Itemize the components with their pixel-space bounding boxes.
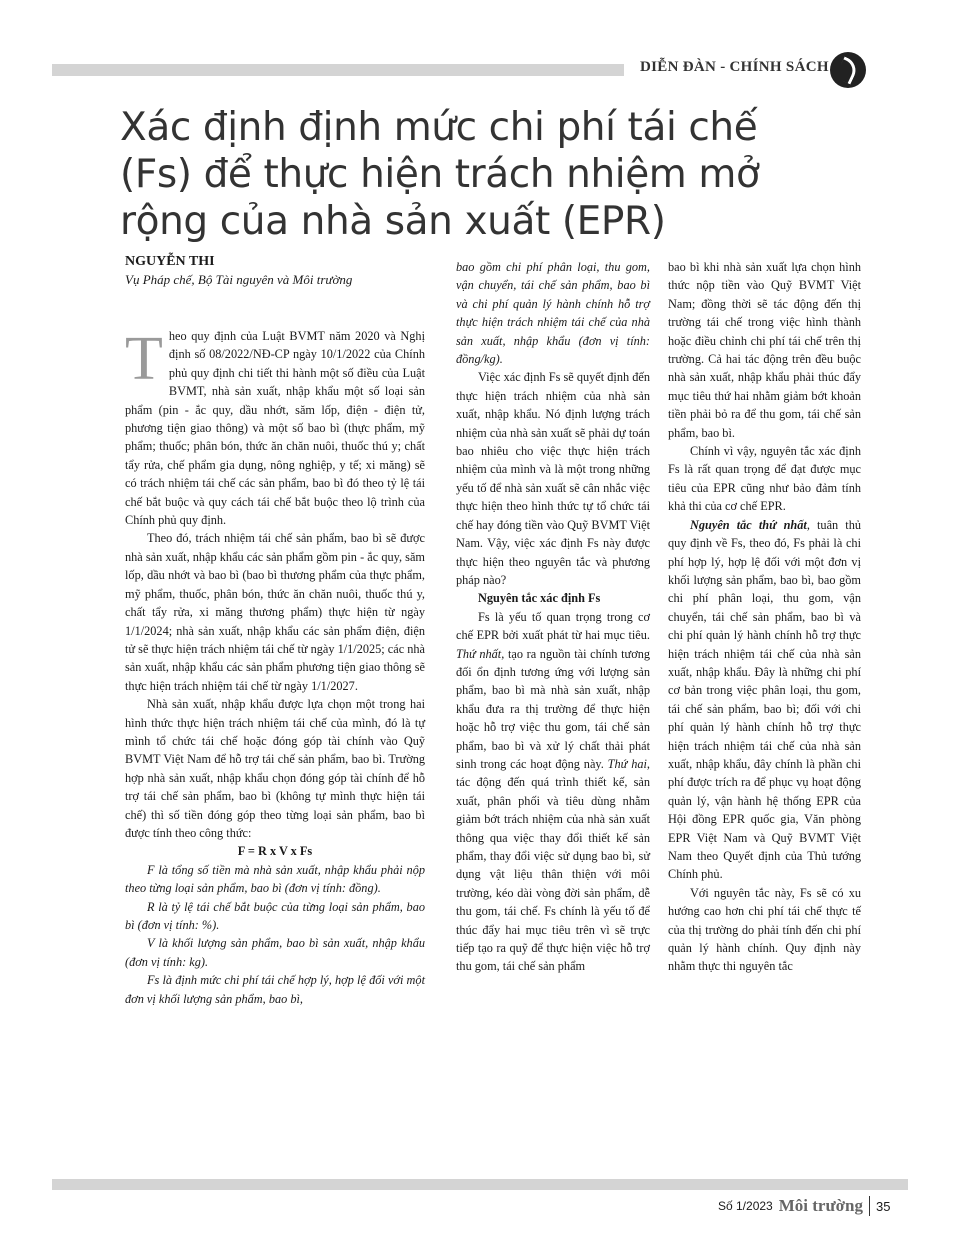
article-title: Xác định định mức chi phí tái chế (Fs) để thực hiện trách nhiệm mở rộng của nhà sản xuất (EPR) <box>120 105 760 244</box>
drop-cap: T <box>125 325 163 393</box>
definition-r: R là tỷ lệ tái chế bắt buộc của từng loại sản phẩm, bao bì (đơn vị tính: %). <box>125 899 425 932</box>
paragraph: Nguyên tắc thứ nhất, tuân thủ quy định về Fs, theo đó, Fs phải là chi phí hợp lý, hợp lệ đối với một đơn vị khối lượng sản phẩm, bao bì, bao gồm chi phí phân loại, thu gom, vận chuyển, tái chế sản phẩm, bao bì và chi phí quản lý hành chính hỗ trợ thực hiện trách nhiệm tái chế của nhà sản xuất, nhập khẩu. Đây là những chi phí cơ bản trong việc phân loại, thu gom, tái chế sản phẩm, bao bì; đối với chi phí quản lý hành chính hỗ trợ thực hiện trách nhiệm tái chế của nhà sản xuất, nhập khẩu, đây chính là phần chi phí được trích ra để phục vụ hoạt động quản lý, vận hành hệ thống EPR của Hội đồng EPR quốc gia, Văn phòng EPR Việt Nam và Quỹ BVMT Việt Nam theo Quyết định của Thủ tướng Chính phủ. <box>668 517 861 882</box>
footer-divider <box>869 1196 870 1216</box>
paragraph: Chính vì vậy, nguyên tắc xác định Fs là rất quan trọng để đạt được mục tiêu của EPR cũng như bảo đảm tính khả thi của cơ chế EPR. <box>668 444 861 514</box>
definition-v: V là khối lượng sản phẩm, bao bì sản xuất, nhập khẩu (đơn vị tính: kg). <box>125 936 425 969</box>
paragraph: Việc xác định Fs sẽ quyết định đến thực hiện trách nhiệm của nhà sản xuất, nhập khẩu. Nó định lượng trách nhiệm của nhà sản xuất sẽ phải dự toán bao nhiêu cho việc thực hiện trách nhiệm của mình và là một trong những yếu tố để nhà sản xuất sẽ cân nhắc việc thực hiện theo hình thức tự tổ chức tái chế hay đóng tiền vào Quỹ BVMT Việt Nam. Vậy, việc xác định Fs này được thực hiện theo nguyên tắc và phương pháp nào? <box>456 370 650 587</box>
author-affiliation: Vụ Pháp chế, Bộ Tài nguyên và Môi trường <box>125 272 353 287</box>
definition-fs: Fs là định mức chi phí tái chế hợp lý, hợp lệ đối với một đơn vị khối lượng sản phẩm, bao bì, <box>125 973 425 1006</box>
header-rule <box>52 64 624 76</box>
definition-f: F là tổng số tiền mà nhà sản xuất, nhập khẩu phải nộp theo từng loại sản phẩm, bao bì (đơn vị tính: đồng). <box>125 862 425 896</box>
column-1 <box>125 327 425 1008</box>
magazine-name: Môi trường <box>778 1196 864 1215</box>
paragraph: Với nguyên tắc này, Fs sẽ có xu hướng cao hơn chi phí tái chế thực tế của thị trường do phải tính đến chi phí quản lý hành chính. Quy định này nhằm thực thi nguyên tắc <box>668 885 861 974</box>
footer-rule <box>52 1179 908 1190</box>
author-name: NGUYỄN THI <box>125 254 215 269</box>
paragraph: Theo đó, trách nhiệm tái chế sản phẩm, bao bì sẽ được nhà sản xuất, nhập khẩu các sản phẩm gồm pin - ắc quy, săm lốp, dầu nhớt và bao bì (bao bì thương phẩm của thực phẩm, mỹ phẩm, thuốc, phân bón, thức ăn chăn nuôi, thuốc thú y, chất tẩy rửa, xi măng thương phẩm) thực hiện từ ngày 1/1/2024; nhà sản xuất, nhập khẩu các sản phẩm điện, điện tử sẽ thực hiện trách nhiệm tái chế từ ngày 1/1/2025; các nhà sản xuất, nhập khẩu các sản phẩm phương tiện giao thông sẽ thực hiện trách nhiệm tái chế từ ngày 1/1/2027. <box>125 531 425 693</box>
section-heading: Nguyên tắc xác định Fs <box>478 591 601 606</box>
formula: F = R x V x Fs <box>237 844 313 859</box>
paragraph: Nhà sản xuất, nhập khẩu được lựa chọn một trong hai hình thức thực hiện trách nhiệm tái chế của mình, đó là tự mình tổ chức tái chế hoặc đóng góp tài chính vào Quỹ BVMT Việt Nam để hỗ trợ tái chế sản phẩm, bao bì. Trường hợp nhà sản xuất, nhập khẩu chọn đóng góp tài chính để hỗ trợ tái chế sản phẩm, bao bì (không tự mình thực hiện tái chế) thì số tiền đóng góp theo từng loại sản phẩm, bao bì được tính theo công thức: <box>125 697 425 840</box>
paragraph: Fs là yếu tố quan trọng trong cơ chế EPR bởi xuất phát từ hai mục tiêu. Thứ nhất, tạo ra nguồn tài chính tương đối ổn định tương ứng với lượng sản phẩm, bao bì mà nhà sản xuất, nhập khẩu đưa ra thị trường để thực hiện hoặc hỗ trợ việc thu gom, tái chế sản phẩm, bao bì và xử lý chất thải phát sinh trong các hoạt động này. Thứ hai, tác động đến quá trình thiết kế, sản xuất, phân phối và tiêu dùng nhằm giảm bớt trách nhiệm của nhà sản xuất thông qua việc thay đổi thiết kế sản phẩm, thay đổi việc sử dụng bao bì, sử dụng vật liệu thân thiện với môi trường, kéo dài vòng đời sản phẩm, dễ thu gom, tái chế. Fs chính là yếu tố để thúc đẩy hai mục tiêu trên vì sẽ trực tiếp tạo ra quỹ để thực hiện việc hỗ trợ thu gom, tái chế sản phẩm <box>456 609 650 974</box>
page-number: 35 <box>876 1198 891 1214</box>
column-2 <box>456 258 650 976</box>
definition-fs-cont: bao gồm chi phí phân loại, thu gom, vận chuyển, tái chế sản phẩm, bao bì và chi phí quản lý hành chính hỗ trợ thực hiện trách nhiệm tái chế của nhà sản xuất, nhập khẩu (đơn vị tính: đồng/kg). <box>456 260 650 367</box>
column-3 <box>668 258 861 976</box>
issue-number: Số 1/2023 <box>718 1199 773 1213</box>
intro-paragraph: Theo quy định của Luật BVMT năm 2020 và Nghị định số 08/2022/NĐ-CP ngày 10/1/2022 của Chính phủ quy định chi tiết thi hành một số điều của Luật BVMT, nhà sản xuất, nhập khẩu một số loại sản phẩm (pin - ắc quy, dầu nhớt, săm lốp, điện - điện tử, phương tiện giao thông) và một số bao bì (thực phẩm, mỹ phẩm; thuốc; phân bón, thức ăn chăn nuôi, thuốc thú y; chất tẩy rửa, chế phẩm gia dụng, nông nghiệp, y tế; xi măng) sẽ có trách nhiệm tái chế các sản phẩm, bao bì đó theo tỷ lệ tái chế bắt buộc và quy cách tái chế bắt buộc theo lộ trình của Chính phủ quy định. <box>125 325 425 528</box>
section-label: DIỄN ĐÀN - CHÍNH SÁCH <box>640 59 829 75</box>
leaf-logo-icon <box>830 52 866 88</box>
paragraph: bao bì khi nhà sản xuất lựa chọn hình thức nộp tiền vào Quỹ BVMT Việt Nam; đồng thời sẽ tác động đến thị trường tái chế trong việc hình thành hoặc điều chỉnh chi phí tái chế trên thị trường. Cả hai tác động trên đều buộc nhà sản xuất, nhập khẩu phải thúc đẩy mục tiêu thứ hai nhằm giảm bớt khoản tiền phải bỏ ra để thu gom, tái chế sản phẩm, bao bì. <box>668 260 861 440</box>
page-footer <box>718 1196 890 1216</box>
